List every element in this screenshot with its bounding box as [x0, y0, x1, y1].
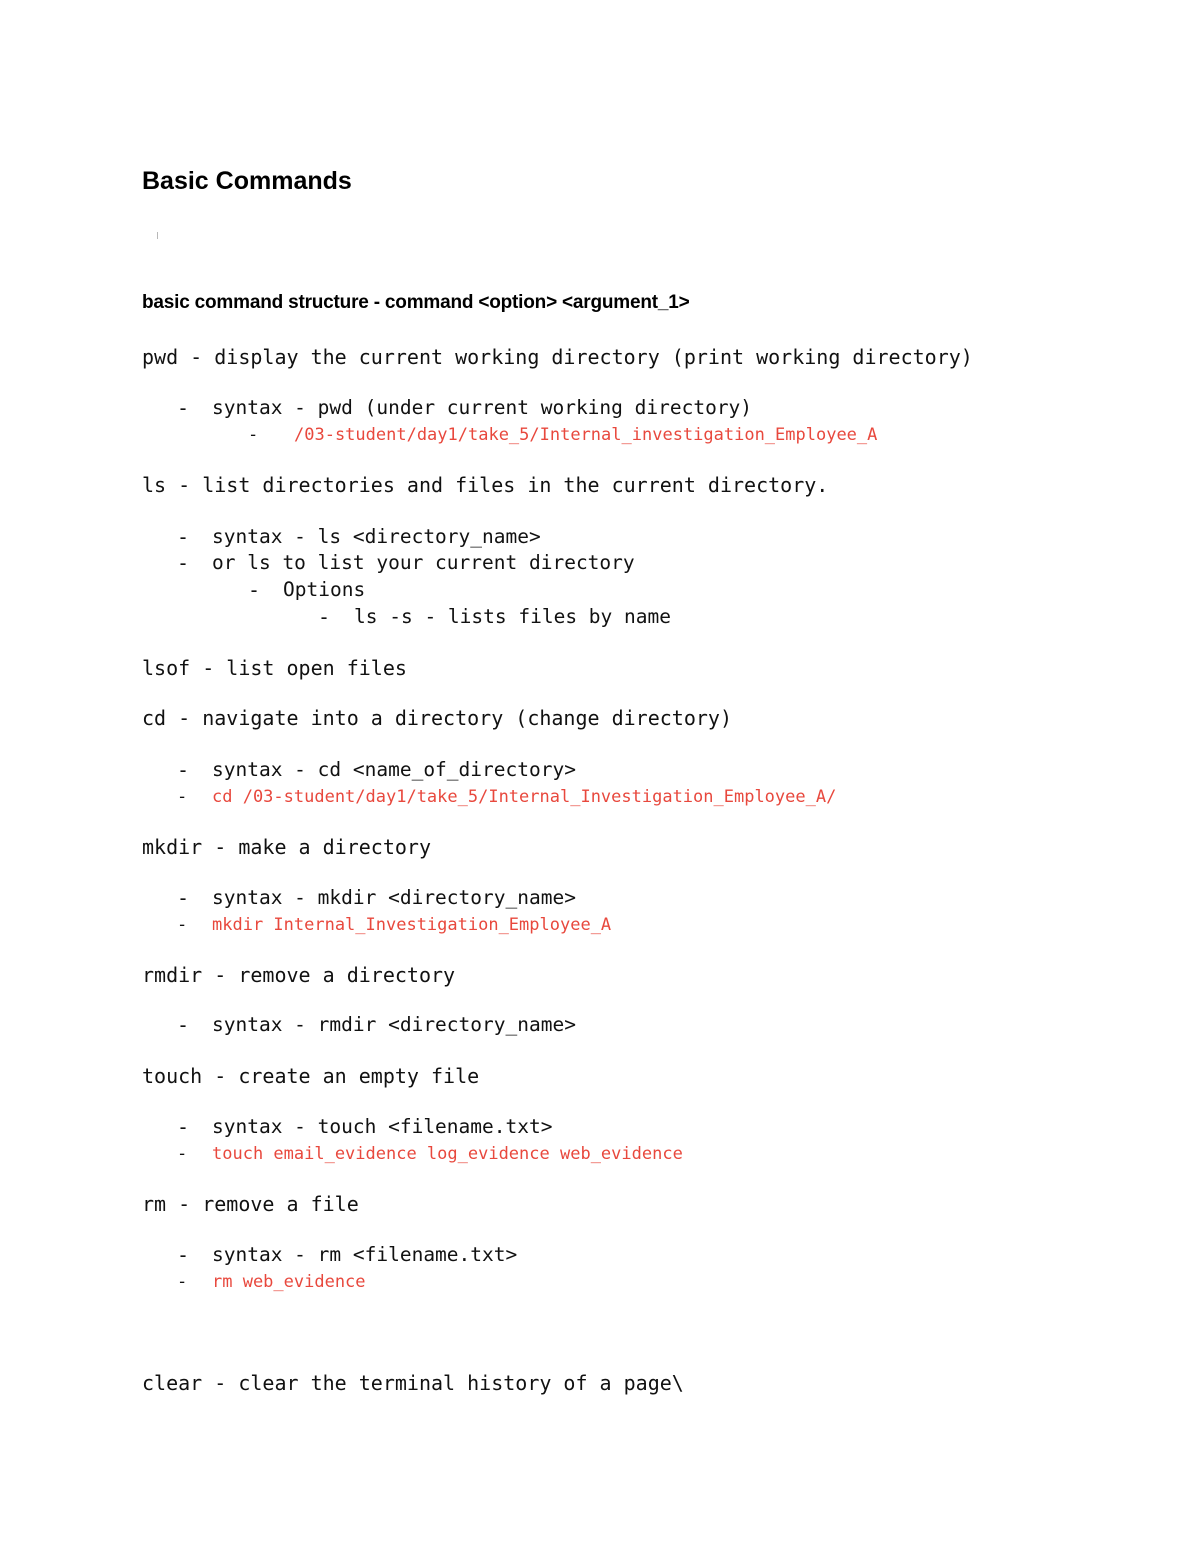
bullet-dash: -	[177, 396, 190, 420]
bullet-dash: -	[177, 1243, 190, 1267]
pwd-syntax: syntax - pwd (under current working directory)	[212, 396, 753, 419]
rm-example: rm web_evidence	[212, 1272, 366, 1292]
rm-heading: rm - remove a file	[142, 1192, 359, 1216]
ls-options: Options	[283, 578, 366, 601]
bullet-dash: -	[177, 551, 190, 575]
bullet-dash: -	[177, 915, 188, 935]
touch-heading: touch - create an empty file	[142, 1064, 480, 1088]
ls-heading: ls - list directories and files in the current directory.	[142, 473, 829, 497]
cd-example: cd /03-student/day1/take_5/Internal_Investigation_Employee_A/	[212, 787, 837, 807]
ls-syntax: syntax - ls <directory_name>	[212, 525, 541, 548]
pwd-example: /03-student/day1/take_5/Internal_investigation_Employee_A	[294, 425, 878, 445]
page-title: Basic Commands	[142, 167, 352, 195]
bullet-dash: -	[248, 425, 259, 445]
bullet-dash: -	[318, 605, 331, 629]
rm-syntax: syntax - rm <filename.txt>	[212, 1243, 518, 1266]
mkdir-heading: mkdir - make a directory	[142, 835, 431, 859]
bullet-dash: -	[177, 886, 190, 910]
bullet-dash: -	[177, 1272, 188, 1292]
bullet-dash: -	[177, 758, 190, 782]
touch-example: touch email_evidence log_evidence web_evidence	[212, 1144, 683, 1164]
cd-heading: cd - navigate into a directory (change directory)	[142, 706, 733, 730]
bullet-dash: -	[248, 578, 261, 602]
lsof-heading: lsof - list open files	[142, 656, 407, 680]
ls-alt: or ls to list your current directory	[212, 551, 635, 574]
bullet-dash: -	[177, 525, 190, 549]
bullet-dash: -	[177, 787, 188, 807]
mkdir-syntax: syntax - mkdir <directory_name>	[212, 886, 576, 909]
mkdir-example: mkdir Internal_Investigation_Employee_A	[212, 915, 612, 935]
cursor-mark	[157, 232, 158, 239]
bullet-dash: -	[177, 1013, 190, 1037]
cd-syntax: syntax - cd <name_of_directory>	[212, 758, 576, 781]
ls-option-s: ls -s - lists files by name	[354, 605, 671, 628]
rmdir-syntax: syntax - rmdir <directory_name>	[212, 1013, 576, 1036]
command-structure-line: basic command structure - command <option> <argument_1>	[142, 292, 690, 313]
bullet-dash: -	[177, 1144, 188, 1164]
touch-syntax: syntax - touch <filename.txt>	[212, 1115, 553, 1138]
bullet-dash: -	[177, 1115, 190, 1139]
pwd-heading: pwd - display the current working directory (print working directory)	[142, 345, 973, 369]
clear-heading: clear - clear the terminal history of a page\	[142, 1371, 684, 1395]
rmdir-heading: rmdir - remove a directory	[142, 963, 456, 987]
